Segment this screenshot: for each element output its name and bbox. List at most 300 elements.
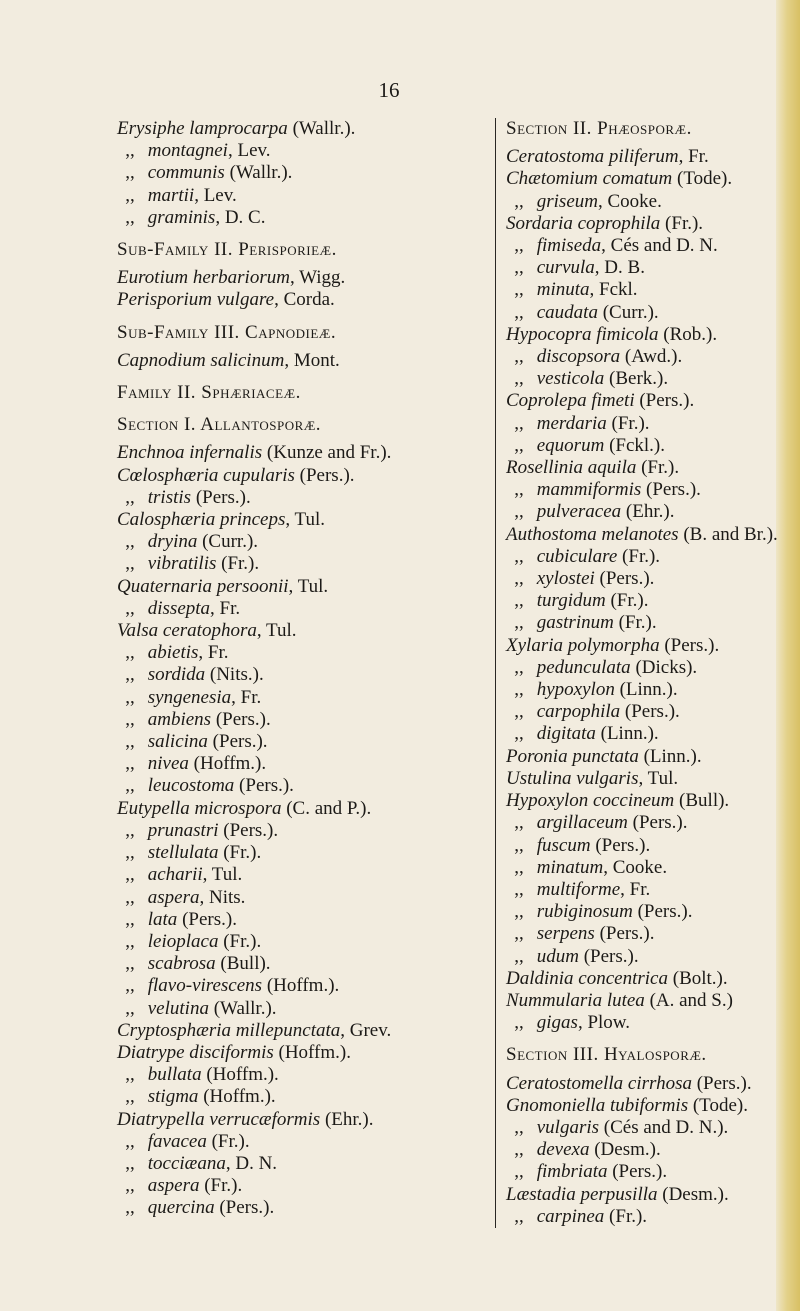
taxon-author: (Fr.). — [604, 1205, 648, 1227]
taxon-author: (Pers.). — [594, 568, 655, 590]
taxon-author: (Hoffm.). — [273, 1041, 351, 1063]
ditto-mark: ,, — [514, 856, 524, 878]
species-entry — [506, 435, 771, 457]
taxon-author: , Lev. — [227, 140, 271, 162]
taxon-author: (Fr.). — [636, 457, 680, 479]
species-name: xylostei — [536, 568, 595, 590]
species-name: montagnei — [147, 140, 228, 162]
taxon-author: (Pers.). — [620, 701, 680, 723]
species-name: discopsora — [536, 346, 621, 368]
species-entry — [117, 185, 472, 207]
taxon-author: (Bull). — [215, 953, 271, 975]
species-entry — [506, 612, 771, 634]
taxon-author: (Pers.). — [632, 901, 693, 923]
species-entry — [117, 207, 472, 229]
genus-entry — [117, 576, 472, 598]
taxon-name: Eutypella microspora — [117, 797, 282, 819]
species-entry — [117, 531, 472, 553]
section-heading: Sub-Family II. Perisporieæ. — [117, 239, 337, 261]
taxon-author: (Pers.). — [627, 812, 688, 834]
genus-entry — [506, 457, 771, 479]
page-number: 16 — [378, 78, 400, 102]
taxon-author: (Kunze and Fr.). — [262, 442, 392, 464]
species-name: cubiculare — [536, 545, 618, 567]
taxon-author: (Pers.). — [218, 819, 279, 841]
taxon-author: (Fr.). — [613, 612, 657, 634]
species-name: merdaria — [536, 412, 607, 434]
species-name: carpophila — [536, 701, 621, 723]
taxon-author: , Fr. — [620, 878, 651, 900]
species-entry — [117, 487, 472, 509]
ditto-mark: ,, — [125, 184, 135, 206]
species-entry — [506, 279, 771, 301]
ditto-mark: ,, — [514, 834, 524, 856]
species-entry — [117, 998, 472, 1020]
taxon-name: Perisporium vulgare — [117, 289, 275, 311]
taxon-author: , Fr. — [231, 686, 262, 708]
species-entry — [117, 887, 472, 909]
species-name: rubiginosum — [536, 901, 633, 923]
species-entry — [506, 1139, 771, 1161]
ditto-mark: ,, — [125, 1064, 135, 1086]
species-name: salicina — [147, 731, 208, 753]
genus-entry — [506, 1184, 771, 1206]
genus-entry — [506, 390, 771, 412]
left-column — [117, 118, 472, 1220]
taxon-author: , Lev. — [194, 184, 237, 206]
taxon-name: Diatrypella verrucæformis — [117, 1108, 321, 1130]
ditto-mark: ,, — [514, 679, 524, 701]
species-entry — [506, 257, 771, 279]
species-name: argillaceum — [536, 812, 628, 834]
species-name: vibratilis — [147, 553, 217, 575]
taxon-name: Erysiphe lamprocarpa — [117, 118, 288, 139]
ditto-mark: ,, — [514, 346, 524, 368]
species-name: devexa — [536, 1139, 590, 1161]
genus-entry — [506, 635, 771, 657]
species-entry — [506, 302, 771, 324]
taxon-author: (Wallr.). — [224, 162, 293, 184]
species-name: multiforme — [536, 878, 621, 900]
genus-entry — [506, 523, 778, 546]
ditto-mark: ,, — [514, 923, 524, 945]
taxon-author: (Fr.). — [218, 842, 262, 864]
species-entry — [506, 1117, 771, 1139]
taxon-author: (Nits.). — [205, 664, 264, 686]
species-name: griseum — [536, 190, 598, 212]
species-name: ambiens — [147, 708, 212, 730]
species-name: stigma — [147, 1086, 199, 1108]
taxon-author: (Fr.). — [218, 930, 262, 952]
taxon-author: (Fr.). — [206, 1130, 250, 1152]
species-entry — [506, 368, 771, 390]
species-entry — [506, 1206, 771, 1228]
species-name: hypoxylon — [536, 679, 615, 701]
species-entry — [506, 857, 771, 879]
taxon-author: (Fr.). — [216, 553, 260, 575]
section-heading: Section III. Hyalosporæ. — [506, 1044, 707, 1066]
taxon-author: , Cés and D. N. — [601, 235, 718, 257]
taxon-author: , Tul. — [202, 864, 243, 886]
ditto-mark: ,, — [514, 479, 524, 501]
species-name: fimiseda — [536, 235, 602, 257]
taxon-author: (Bolt.). — [668, 967, 728, 989]
ditto-mark: ,, — [514, 412, 524, 434]
species-name: tristis — [147, 486, 192, 508]
taxon-author: , Plow. — [577, 1012, 631, 1034]
taxon-author: (Cés and D. N.). — [599, 1116, 729, 1138]
taxon-name: Ceratostoma piliferum — [506, 146, 679, 168]
species-name: pulveracea — [536, 501, 622, 523]
ditto-mark: ,, — [125, 553, 135, 575]
right-column — [495, 118, 778, 1228]
genus-entry — [117, 509, 472, 531]
taxon-name: Rosellinia aquila — [506, 457, 637, 479]
genus-entry — [506, 746, 771, 768]
ditto-mark: ,, — [125, 775, 135, 797]
taxon-author: (Pers.). — [214, 1197, 275, 1219]
taxon-author: , Wigg. — [289, 267, 346, 289]
genus-entry — [117, 289, 472, 311]
taxon-author: (C. and P.). — [281, 797, 372, 819]
species-entry — [117, 975, 472, 997]
taxon-author: (Pers.). — [578, 945, 639, 967]
taxon-author: (Pers.). — [294, 464, 355, 486]
taxon-author: , Fckl. — [589, 279, 638, 301]
taxon-author: , Tul. — [285, 509, 325, 531]
species-entry — [506, 723, 771, 745]
taxon-author: (A. and S.) — [644, 989, 733, 1011]
species-entry — [117, 753, 472, 775]
species-entry — [117, 1197, 472, 1219]
ditto-mark: ,, — [514, 1116, 524, 1138]
taxon-author: (Fr.). — [606, 412, 650, 434]
species-name: turgidum — [536, 590, 606, 612]
genus-entry — [506, 990, 771, 1012]
ditto-mark: ,, — [514, 501, 524, 523]
species-entry — [506, 235, 771, 257]
taxon-author: , Cooke. — [603, 856, 668, 878]
genus-entry — [117, 798, 472, 820]
species-name: dissepta — [147, 597, 211, 619]
taxon-author: (Hoffm.). — [198, 1086, 276, 1108]
species-name: lata — [147, 908, 178, 930]
taxon-author: (Linn.). — [638, 745, 702, 767]
ditto-mark: ,, — [125, 975, 135, 997]
taxon-name: Nummularia lutea — [506, 989, 645, 1011]
taxon-name: Capnodium salicinum — [117, 349, 285, 371]
species-entry — [506, 346, 771, 368]
species-name: carpinea — [536, 1205, 605, 1227]
taxon-author: (Dicks). — [630, 656, 698, 678]
taxon-author: (Hoffm.). — [262, 975, 340, 997]
species-entry — [506, 1012, 771, 1034]
taxon-author: (Pers.). — [659, 634, 720, 656]
species-entry — [506, 501, 771, 523]
taxon-author: , D. C. — [215, 206, 266, 228]
ditto-mark: ,, — [514, 568, 524, 590]
species-entry — [117, 909, 472, 931]
species-name: aspera — [147, 1175, 200, 1197]
taxon-name: Coprolepa fimeti — [506, 390, 635, 412]
ditto-mark: ,, — [514, 190, 524, 212]
genus-entry — [117, 1109, 472, 1131]
taxon-author: , Nits. — [199, 886, 246, 908]
taxon-author: (Wallr.). — [287, 118, 356, 139]
species-entry — [117, 598, 472, 620]
species-name: graminis — [147, 206, 216, 228]
ditto-mark: ,, — [514, 1139, 524, 1161]
species-entry — [117, 1086, 472, 1108]
taxon-author: (Pers.). — [177, 908, 237, 930]
species-entry — [506, 657, 771, 679]
genus-entry — [117, 118, 472, 140]
taxon-author: (Fr.). — [605, 590, 649, 612]
ditto-mark: ,, — [514, 878, 524, 900]
taxon-name: Hypocopra fimicola — [506, 323, 659, 345]
species-entry — [117, 140, 472, 162]
taxon-author: , Fr. — [210, 597, 241, 619]
ditto-mark: ,, — [125, 664, 135, 686]
species-entry — [117, 1064, 472, 1086]
taxon-author: , Corda. — [274, 289, 335, 311]
ditto-mark: ,, — [125, 1175, 135, 1197]
taxon-name: Hypoxylon coccineum — [506, 790, 675, 812]
species-name: acharii — [147, 864, 203, 886]
species-name: caudata — [536, 301, 598, 323]
taxon-author: (Bull). — [674, 790, 730, 812]
species-name: leucostoma — [147, 775, 235, 797]
species-name: serpens — [536, 923, 595, 945]
genus-entry — [506, 968, 771, 990]
species-name: martii — [147, 184, 195, 206]
species-entry — [506, 946, 771, 968]
ditto-mark: ,, — [514, 1012, 524, 1034]
species-name: syngenesia — [147, 686, 232, 708]
taxon-author: (Ehr.). — [621, 501, 675, 523]
taxon-author: , Tul. — [256, 620, 297, 642]
taxon-name: Calosphæria princeps — [117, 509, 286, 531]
ditto-mark: ,, — [514, 368, 524, 390]
taxon-author: (Pers.). — [590, 834, 651, 856]
species-name: mammiformis — [536, 479, 642, 501]
taxon-author: (Berk.). — [604, 368, 669, 390]
ditto-mark: ,, — [514, 257, 524, 279]
species-name: bullata — [147, 1064, 202, 1086]
species-name: tocciæana — [147, 1152, 226, 1174]
species-name: flavo-virescens — [147, 975, 263, 997]
ditto-mark: ,, — [125, 206, 135, 228]
species-entry — [117, 553, 472, 575]
species-entry — [506, 568, 771, 590]
taxon-author: , Mont. — [284, 349, 340, 371]
taxon-name: Diatrype disciformis — [117, 1041, 274, 1063]
taxon-name: Gnomoniella tubiformis — [506, 1094, 689, 1116]
taxon-author: (Pers.). — [641, 479, 701, 501]
taxon-name: Ustulina vulgaris — [506, 767, 639, 789]
ditto-mark: ,, — [514, 434, 524, 456]
species-entry — [117, 1153, 472, 1175]
species-name: udum — [536, 945, 579, 967]
species-name: sordida — [147, 664, 206, 686]
ditto-mark: ,, — [514, 656, 524, 678]
species-entry — [506, 1161, 771, 1183]
species-entry — [117, 1175, 472, 1197]
ditto-mark: ,, — [125, 486, 135, 508]
species-name: fuscum — [536, 834, 591, 856]
species-entry — [117, 775, 472, 797]
taxon-author: (Desm.). — [657, 1183, 729, 1205]
ditto-mark: ,, — [514, 590, 524, 612]
taxon-author: (Hoffm.). — [201, 1064, 279, 1086]
ditto-mark: ,, — [125, 162, 135, 184]
taxon-author: , D. B. — [594, 257, 645, 279]
species-name: vesticola — [536, 368, 605, 390]
genus-entry — [117, 1020, 472, 1042]
taxon-author: (Pers.). — [634, 390, 695, 412]
species-name: equorum — [536, 434, 605, 456]
species-name: fimbriata — [536, 1161, 608, 1183]
genus-entry — [117, 350, 472, 372]
species-entry — [117, 642, 472, 664]
taxon-name: Enchnoa infernalis — [117, 442, 263, 464]
taxon-author: (Pers.). — [594, 923, 655, 945]
ditto-mark: ,, — [125, 731, 135, 753]
taxon-author: (Fr.). — [617, 545, 661, 567]
species-name: prunastri — [147, 819, 219, 841]
species-name: dryina — [147, 531, 198, 553]
species-name: gigas — [536, 1012, 578, 1034]
ditto-mark: ,, — [514, 901, 524, 923]
taxon-author: , Cooke. — [597, 190, 662, 212]
ditto-mark: ,, — [125, 953, 135, 975]
genus-entry — [506, 1095, 771, 1117]
ditto-mark: ,, — [125, 886, 135, 908]
genus-entry — [117, 442, 472, 464]
species-entry — [117, 687, 472, 709]
ditto-mark: ,, — [125, 930, 135, 952]
taxon-author: (Fr.). — [660, 212, 704, 234]
taxon-author: (Linn.). — [595, 723, 659, 745]
section-heading: Section I. Allantosporæ. — [117, 414, 322, 436]
ditto-mark: ,, — [514, 1161, 524, 1183]
taxon-author: (Awd.). — [620, 346, 683, 368]
taxon-author: , Tul. — [638, 767, 679, 789]
ditto-mark: ,, — [125, 1197, 135, 1219]
page-edge — [776, 0, 800, 1311]
taxon-name: Eurotium herbariorum — [117, 267, 290, 289]
species-name: aspera — [147, 886, 200, 908]
taxon-author: (Curr.). — [197, 531, 259, 553]
species-entry — [506, 191, 771, 213]
species-name: stellulata — [147, 842, 219, 864]
species-name: leioplaca — [147, 930, 219, 952]
species-name: minatum — [536, 856, 604, 878]
ditto-mark: ,, — [125, 531, 135, 553]
taxon-author: , D. N. — [225, 1152, 278, 1174]
taxon-name: Læstadia perpusilla — [506, 1183, 658, 1205]
genus-entry — [117, 1042, 472, 1064]
genus-entry — [117, 465, 472, 487]
genus-entry — [506, 146, 771, 168]
taxon-name: Quaternaria persoonii — [117, 575, 289, 597]
taxon-name: Authostoma melanotes — [506, 523, 679, 545]
genus-entry — [506, 324, 771, 346]
ditto-mark: ,, — [125, 140, 135, 162]
species-entry — [117, 1131, 472, 1153]
species-entry — [506, 479, 771, 501]
species-entry — [117, 709, 472, 731]
genus-entry — [506, 168, 771, 190]
taxon-name: Poronia punctata — [506, 745, 639, 767]
taxon-author: , Fr. — [198, 642, 229, 664]
taxon-author: (Tode). — [688, 1094, 748, 1116]
taxon-author: (Linn.). — [614, 679, 678, 701]
taxon-author: , Fr. — [678, 146, 709, 168]
genus-entry — [506, 213, 771, 235]
ditto-mark: ,, — [514, 1205, 524, 1227]
species-name: abietis — [147, 642, 199, 664]
taxon-author: (Fckl.). — [604, 434, 665, 456]
ditto-mark: ,, — [514, 945, 524, 967]
species-name: gastrinum — [536, 612, 614, 634]
species-name: digitata — [536, 723, 596, 745]
taxon-author: (Pers.). — [234, 775, 294, 797]
ditto-mark: ,, — [514, 701, 524, 723]
taxon-author: (Pers.). — [207, 731, 268, 753]
taxon-author: (Pers.). — [691, 1072, 752, 1094]
ditto-mark: ,, — [514, 723, 524, 745]
species-name: vulgaris — [536, 1116, 600, 1138]
species-entry — [506, 679, 771, 701]
species-name: nivea — [147, 753, 189, 775]
species-entry — [506, 413, 771, 435]
taxon-author: (Ehr.). — [320, 1108, 374, 1130]
ditto-mark: ,, — [514, 545, 524, 567]
taxon-name: Ceratostomella cirrhosa — [506, 1072, 692, 1094]
section-heading: Sub-Family III. Capnodieæ. — [117, 321, 337, 343]
genus-entry — [117, 620, 472, 642]
taxon-name: Xylaria polymorpha — [506, 634, 660, 656]
taxon-author: , Tul. — [288, 575, 329, 597]
species-entry — [117, 864, 472, 886]
section-heading: Section II. Phæosporæ. — [506, 118, 692, 139]
species-entry — [117, 664, 472, 686]
ditto-mark: ,, — [125, 753, 135, 775]
taxon-author: (Pers.). — [211, 708, 271, 730]
section-heading: Family II. Sphæriaceæ. — [117, 382, 301, 404]
taxon-author: (Curr.). — [597, 301, 659, 323]
taxon-author: (Desm.). — [589, 1139, 661, 1161]
taxon-author: (Rob.). — [658, 323, 718, 345]
species-entry — [506, 701, 771, 723]
ditto-mark: ,, — [514, 235, 524, 257]
ditto-mark: ,, — [125, 597, 135, 619]
ditto-mark: ,, — [125, 819, 135, 841]
species-entry — [117, 820, 472, 842]
species-entry — [506, 590, 771, 612]
ditto-mark: ,, — [514, 279, 524, 301]
taxon-author: (Hoffm.). — [188, 753, 267, 775]
species-name: favacea — [147, 1130, 207, 1152]
genus-entry — [506, 790, 771, 812]
taxon-name: Sordaria coprophila — [506, 212, 661, 234]
species-entry — [506, 812, 771, 834]
species-name: quercina — [147, 1197, 215, 1219]
genus-entry — [506, 768, 771, 790]
species-name: scabrosa — [147, 953, 216, 975]
ditto-mark: ,, — [514, 612, 524, 634]
